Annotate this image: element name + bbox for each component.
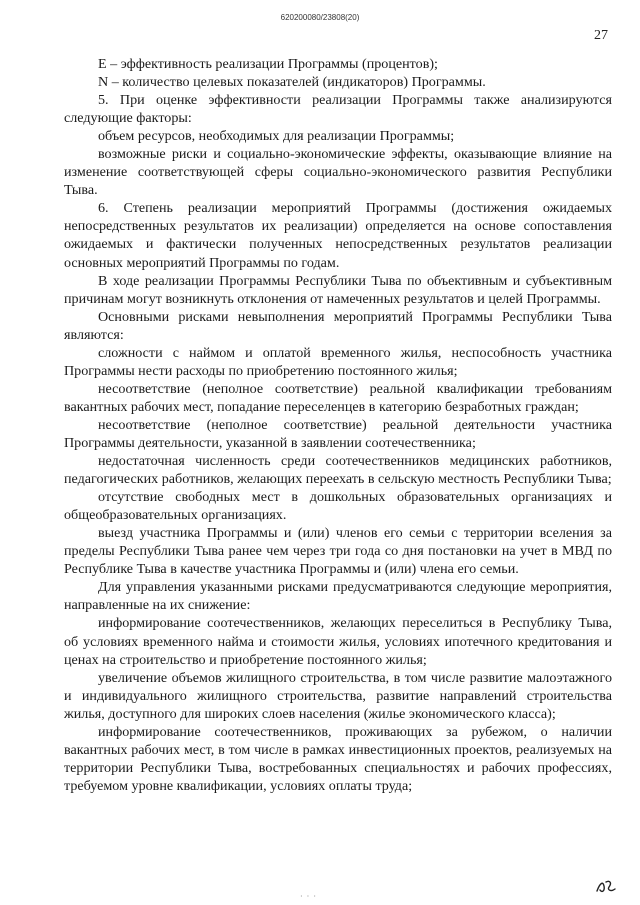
paragraph: сложности с наймом и оплатой временного жилья, неспособность участника Программы нести расходы по приобретению постоянного жилья; bbox=[64, 344, 612, 379]
paragraph: 5. При оценке эффективности реализации Программы также анализируются следующие факторы: bbox=[64, 92, 612, 127]
document-body bbox=[64, 55, 612, 795]
paragraph: В ходе реализации Программы Республики Тыва по объективным и субъективным причинам могут возникнуть отклонения от намеченных результатов и целей Программы. bbox=[64, 272, 612, 307]
paragraph: недостаточная численность среди соотечественников медицинских работников, педагогических работников, желающих переехать в сельскую местность Республики Тыва; bbox=[64, 453, 612, 488]
paragraph: несоответствие (неполное соответствие) реальной квалификации требованиям вакантных рабочих мест, попадание переселенцев в категорию безработных граждан; bbox=[64, 380, 612, 415]
paragraph: объем ресурсов, необходимых для реализации Программы; bbox=[98, 128, 455, 145]
paragraph: выезд участника Программы и (или) членов его семьи с территории вселения за пределы Республики Тыва ранее чем через три года со дня постановки на учет в МВД по Республике Тыва в качестве участника Программы и (или) члена его семьи. bbox=[64, 525, 612, 578]
paragraph: возможные риски и социально-экономические эффекты, оказывающие влияние на изменение соответствующей сферы социально-экономического развития Республики Тыва. bbox=[64, 146, 612, 199]
paragraph: 6. Степень реализации мероприятий Программы (достижения ожидаемых непосредственных результатов их реализации) определяется на основе сопоставления ожидаемых и фактически полученных непосредственных результатов реализации основных мероприятий Программы по годам. bbox=[64, 200, 612, 271]
page-number: 27 bbox=[594, 28, 608, 43]
paragraph: информирование соотечественников, желающих переселиться в Республику Тыва, об условиях временного найма и стоимости жилья, условиях ипотечного кредитования и ценах на строительство и приобретение постоянного жилья; bbox=[64, 615, 612, 668]
document-id: 620200080/23808(20) bbox=[280, 13, 360, 22]
paragraph: несоответствие (неполное соответствие) реальной деятельности участника Программы деятельности, указанной в заявлении соотечественника; bbox=[64, 416, 612, 451]
footer-dots: · · · bbox=[300, 892, 317, 901]
paragraph: Основными рисками невыполнения мероприятий Программы Республики Тыва являются: bbox=[64, 308, 612, 343]
paragraph: увеличение объемов жилищного строительства, в том числе развитие малоэтажного и индивидуального жилищного строительства, развитие направлений строительства жилья, доступного для широких слоев населения (жилье экономического класса); bbox=[64, 669, 612, 722]
paragraph: информирование соотечественников, проживающих за рубежом, о наличии вакантных рабочих мест, в том числе в рамках инвестиционных проектов, реализуемых на территории Республики Тыва, востребованных специальностях и рабочих профессиях, требуемом уровне квалификации, условиях оплаты труда; bbox=[64, 723, 612, 794]
paragraph: E – эффективность реализации Программы (процентов); bbox=[98, 56, 438, 72]
paragraph: отсутствие свободных мест в дошкольных образовательных организациях и общеобразовательных организациях. bbox=[64, 489, 612, 524]
handwritten-mark-icon bbox=[594, 877, 618, 895]
paragraph: Для управления указанными рисками предусматриваются следующие мероприятия, направленные на их снижение: bbox=[64, 579, 612, 614]
paragraph: N – количество целевых показателей (индикаторов) Программы. bbox=[98, 74, 486, 91]
